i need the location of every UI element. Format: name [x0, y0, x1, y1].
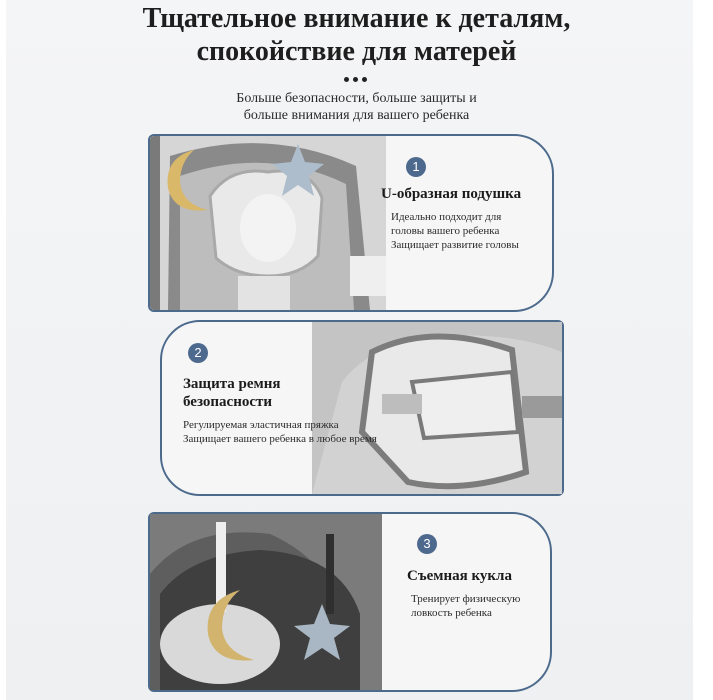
feature-desc-1-line-1: Идеально подходит для [391, 211, 502, 223]
page-subtitle [0, 90, 713, 124]
feature-number-2: 2 [188, 343, 208, 363]
pillow-photo [150, 136, 386, 310]
feature-title-2-line-1: Защита ремня [183, 376, 281, 392]
belt-photo [312, 322, 562, 494]
feature-desc-3 [411, 592, 520, 620]
subtitle-line-2: больше внимания для вашего ребенка [243, 108, 470, 123]
page-title [0, 2, 713, 68]
feature-desc-2-line-1: Регулируемая эластичная пряжка [183, 419, 339, 431]
feature-title-1: U-образная подушка [381, 186, 522, 202]
toy-photo [150, 514, 382, 690]
star-toy-icon [268, 140, 328, 200]
title-line-2: спокойствие для матерей [196, 36, 517, 67]
subtitle-line-1: Больше безопасности, больше защиты и [236, 91, 477, 106]
title-line-1: Тщательное внимание к деталям, [142, 3, 571, 34]
feature-desc-3-line-2: ловкость ребенка [411, 607, 492, 619]
feature-number-1: 1 [406, 157, 426, 177]
star-toy-icon [290, 600, 354, 664]
feature-desc-2-line-2: Защищает вашего ребенка в любое время [183, 433, 377, 445]
moon-toy-icon [158, 148, 218, 218]
feature-title-3: Съемная кукла [407, 568, 512, 584]
separator-dots [344, 77, 374, 83]
feature-desc-1 [391, 210, 519, 252]
moon-toy-icon [196, 588, 266, 668]
feature-desc-2 [183, 418, 377, 446]
feature-number-3: 3 [417, 534, 437, 554]
feature-title-2-line-2: безопасности [183, 394, 273, 410]
feature-desc-1-line-2: головы вашего ребенка [391, 225, 500, 237]
feature-desc-1-line-3: Защищает развитие головы [391, 239, 519, 251]
feature-title-2 [183, 375, 281, 411]
feature-desc-3-line-1: Тренирует физическую [411, 593, 521, 605]
